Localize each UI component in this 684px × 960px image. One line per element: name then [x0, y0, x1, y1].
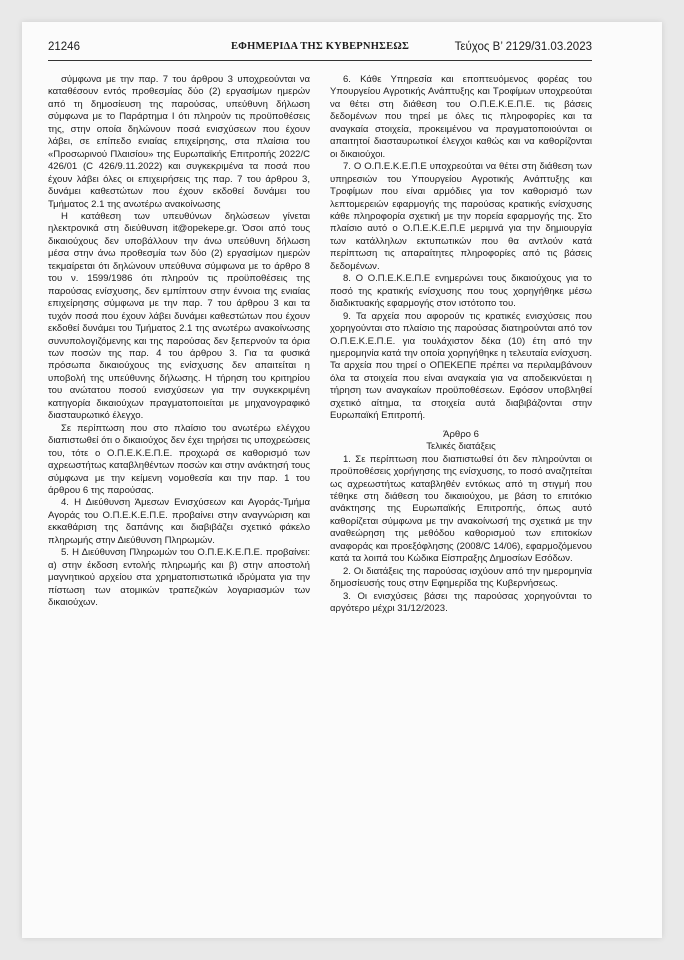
left-column	[48, 74, 310, 609]
journal-title: ΕΦΗΜΕΡΙΔΑ ΤΗΣ ΚΥΒΕΡΝΗΣΕΩΣ	[230, 41, 410, 52]
paragraph: 3. Οι ενισχύσεις βάσει της παρούσας χορηγούνται το αργότερο μέχρι 31/12/2023.	[330, 590, 592, 615]
paragraph: 1. Σε περίπτωση που διαπιστωθεί ότι δεν πληρούνται οι προϋποθέσεις χορήγησης της ενίσχυσης, το ποσό αναζητείται ως αχρεωστήτως καταβληθέν εντόκως από τη στιγμή που τέθηκε στη διάθεση του δικαιούχου, με βάση το επιτόκιο ανάκτησης της Ευρωπαϊκής Επιτροπής, όπως αυτό καθορίζεται σύμφωνα με την ανακοίνωσή της σχετικά με την αναθεώρηση της μεθόδου καθορισμού των επιτοκίων αναφοράς και προεξόφλησης (2008/C 14/06), εφαρμοζόμενου κατά τα λοιπά του Κώδικα Είσπραξης Δημοσίων Εσόδων.	[330, 453, 592, 565]
right-column	[330, 74, 592, 615]
paragraph: 2. Οι διατάξεις της παρούσας ισχύουν από την ημερομηνία δημοσίευσής τους στην Εφημερίδα της Κυβερνήσεως.	[330, 565, 592, 590]
article-title: Τελικές διατάξεις	[426, 441, 496, 453]
paragraph: Σε περίπτωση που στο πλαίσιο του ανωτέρω ελέγχου διαπιστωθεί ότι ο δικαιούχος δεν έχει τηρήσει τις υποχρεώσεις του, τότε ο Ο.Π.Ε.Κ.Ε.Π.Ε. προχωρά σε καθορισμό των αχρεωστήτως καταβληθέντων ποσών και στην ανάκτησή τους σύμφωνα με την κείμενη νομοθεσία και την παρ. 1 του άρθρου 6 της παρούσας.	[48, 422, 310, 496]
header-rule	[48, 60, 592, 61]
paragraph: 7. Ο Ο.Π.Ε.Κ.Ε.Π.Ε υποχρεούται να θέτει στη διάθεση των υπηρεσιών του Υπουργείου Αγροτικής Ανάπτυξης και Τροφίμων που είναι αρμόδιες για τον καθορισμό των λεπτομερειών εφαρμογής της παρούσας κρατικής ενίσχυσης κάθε πληροφορία σχετική με την πορεία εφαρμογής της. Στο πλαίσιο αυτό ο Ο.Π.Ε.Κ.Ε.Π.Ε μεριμνά για την δημιουργία των κατάλληλων εκτυπωτικών που θα αντλούν κατά περίπτωση τις απαραίτητες πληροφορίες από τις βάσεις δεδομένων.	[330, 161, 592, 272]
paragraph: σύμφωνα με την παρ. 7 του άρθρου 3 υποχρεούνται να καταθέσουν εντός προθεσμίας δύο (2) εργασίμων ημερών από τη δημοσίευση της παρούσας, υπεύθυνη δήλωση σύμφωνα με το Παράρτημα Ι ότι πληρούν τις προϋποθέσεις της, στην οποία δηλώνουν ποσά ενισχύσεων που έχουν λάβει, σε επίπεδο ενιαίας επιχείρησης, στα πλαίσια του «Προσωρινού Πλαισίου» της Ευρωπαϊκής Επιτροπής 2022/C 426/01 (C 426/9.11.2022) και συγκεκριμένα τα ποσά που έχουν λάβει όλες οι επιχειρήσεις της παρ. 7 του άρθρου 3, δυνάμει καθεστώτων που έχουν εκδοθεί δυνάμει του Τμήματος 2.1 της ανωτέρω ανακοίνωσης	[48, 74, 310, 210]
issue-reference: Τεύχος Β’ 2129/31.03.2023	[454, 41, 592, 53]
paragraph: 8. Ο Ο.Π.Ε.Κ.Ε.Π.Ε ενημερώνει τους δικαιούχους για το ποσό της κρατικής ενίσχυσης που τους χορηγήθηκε μέσω διαδικτυακής εφαρμογής στον ιστότοπο του.	[330, 273, 592, 310]
page-header	[48, 41, 592, 61]
paragraph: 5. Η Διεύθυνση Πληρωμών του Ο.Π.Ε.Κ.Ε.Π.Ε. προβαίνει: α) στην έκδοση εντολής πληρωμής και β) στην αποστολή μαγνητικού αρχείου στα χρηματοπιστωτικά ιδρύματα για την πίστωση των ατομικών τραπεζικών λογαριασμών των δικαιούχων.	[48, 547, 310, 609]
article-number: Άρθρο 6	[443, 428, 479, 440]
paragraph: 4. Η Διεύθυνση Άμεσων Ενισχύσεων και Αγοράς-Τμήμα Αγοράς του Ο.Π.Ε.Κ.Ε.Π.Ε. προβαίνει στην αναγνώριση και εκκαθάριση της δαπάνης και διαβιβάζει σχετικό φάκελο πληρωμής στην Διεύθυνση Πληρωμών.	[48, 497, 310, 546]
paragraph: 9. Τα αρχεία που αφορούν τις κρατικές ενισχύσεις που χορηγούνται στο πλαίσιο της παρούσας διατηρούνται από τον Ο.Π.Ε.Κ.Ε.Π.Ε. για τουλάχιστον δέκα (10) έτη από την ημερομηνία κατά την οποία χορηγήθηκε η τελευταία ενίσχυση. Τα αρχεία που τηρεί ο ΟΠΕΚΕΠΕ πρέπει να περιλαμβάνουν όλα τα στοιχεία που είναι αναγκαία για να αποδεικνύεται η τήρηση των αναγκαίων προϋποθέσεων. Εφόσον υποβληθεί σχετικό αίτημα, τα στοιχεία αυτά διαβιβάζονται στην Ευρωπαϊκή Επιτροπή.	[330, 310, 592, 422]
paragraph: 6. Κάθε Υπηρεσία και εποπτευόμενος φορέας του Υπουργείου Αγροτικής Ανάπτυξης και Τροφίμων υποχρεούται να θέτει στη διάθεση του Ο.Π.Ε.Κ.Ε.Π.Ε. τις βάσεις δεδομένων που τηρεί με όλες τις πληροφορίες και τα αναγκαία στοιχεία, προκειμένου να πραγματοποιούνται οι απαιτητοί διασταυρωτικοί έλεγχοι καθώς και να καθορίζονται οι δικαιούχοι.	[330, 74, 592, 160]
page-number: 21246	[48, 41, 80, 53]
paragraph: Η κατάθεση των υπευθύνων δηλώσεων γίνεται ηλεκτρονικά στη διεύθυνση it@opekepe.gr. Όσοι από τους δικαιούχους δεν υποβάλλουν την άνω υπεύθυνη δήλωση μέσα στην άνω προθεσμία των δύο (2) εργασίμων ημερών τεκμαίρεται ότι δηλώνουν υπεύθυνα σύμφωνα με το άρθρο 8 του ν. 1599/1986 ότι πληρούν τις προϋποθέσεις της παρούσας ενίσχυσης, δεν εμπίπτουν στην έννοια της ενιαίας επιχείρησης σύμφωνα με την παρ. 7 του άρθρου 3 και τα τυχόν ποσά που έχουν λάβει δυνάμει καθεστώτων που έχουν εκδοθεί δυνάμει του Τμήματος 2.1 της ανωτέρω ανακοίνωσης συνυπολογιζόμενης και της παρούσας δεν ξεπερνούν τα όρια των ποσών της παρ. 4 του άρθρου 3. Για τα φυσικά πρόσωπα δικαιούχους της ενίσχυσης δεν απαιτείται η υποβολή της υπεύθυνης δήλωσης. Η τήρηση του κριτηρίου του ανώτατου ποσού ενισχύσεων για την συγκεκριμένη κατηγορία δικαιούχων πραγματοποιείται με μηχανογραφικό διασταυρωτικό έλεγχο.	[48, 210, 310, 422]
